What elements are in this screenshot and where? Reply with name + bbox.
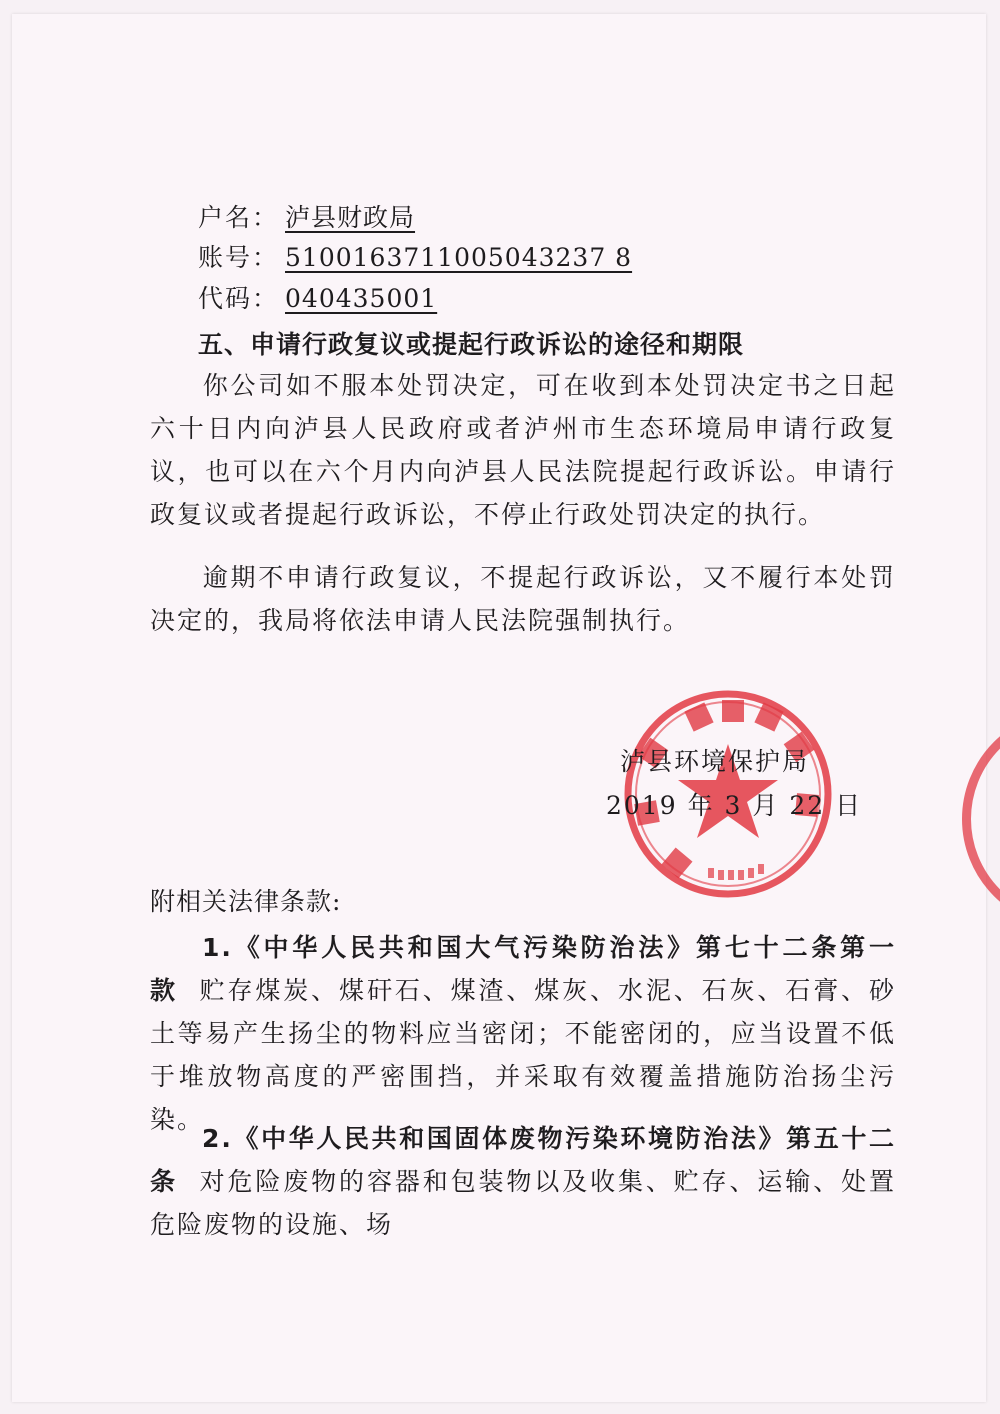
section5-paragraph-1 bbox=[150, 364, 896, 536]
stamp-fragment bbox=[962, 700, 1000, 920]
account-code-value: 040435001 bbox=[285, 284, 438, 313]
account-number-line bbox=[198, 238, 632, 274]
account-number-label: 账号： bbox=[198, 243, 280, 272]
account-code-label: 代码： bbox=[198, 284, 280, 313]
section5-paragraph-2-text: 逾期不申请行政复议，不提起行政诉讼，又不履行本处罚决定的，我局将依法申请人民法院强制执行。 bbox=[150, 563, 896, 635]
account-number-value: 5100163711005043237 8 bbox=[285, 243, 633, 272]
account-name-line bbox=[198, 198, 415, 234]
law-2-title: 2.《中华人民共和国固体废物污染环境防治法》第五十二条 bbox=[150, 1124, 896, 1196]
signature-date: 2019 年 3 月 22 日 bbox=[606, 791, 863, 820]
law-1 bbox=[150, 926, 896, 1141]
law-2-text: 对危险废物的容器和包装物以及收集、贮存、运输、处置危险废物的设施、场 bbox=[150, 1167, 896, 1239]
signature-org: 泸县环境保护局 bbox=[620, 747, 810, 776]
appendix-heading: 附相关法律条款: bbox=[150, 887, 342, 916]
section5-paragraph-2 bbox=[150, 556, 896, 642]
section5-paragraph-1-text: 你公司如不服本处罚决定，可在收到本处罚决定书之日起六十日内向泸县人民政府或者泸州市生态环境局申请行政复议，也可以在六个月内向泸县人民法院提起行政诉讼。申请行政复议或者提起行政诉讼，不停止行政处罚决定的执行。 bbox=[150, 371, 896, 529]
account-name-label: 户名： bbox=[198, 203, 280, 232]
section5-heading: 五、申请行政复议或提起行政诉讼的途径和期限 bbox=[198, 330, 745, 359]
law-1-text: 贮存煤炭、煤矸石、煤渣、煤灰、水泥、石灰、石膏、砂土等易产生扬尘的物料应当密闭；不能密闭的，应当设置不低于堆放物高度的严密围挡，并采取有效覆盖措施防治扬尘污染。 bbox=[150, 976, 896, 1134]
account-name-value: 泸县财政局 bbox=[285, 203, 416, 232]
account-code-line bbox=[198, 279, 437, 315]
law-2 bbox=[150, 1117, 896, 1246]
law-1-title: 1.《中华人民共和国大气污染防治法》第七十二条第一款 bbox=[150, 933, 896, 1005]
